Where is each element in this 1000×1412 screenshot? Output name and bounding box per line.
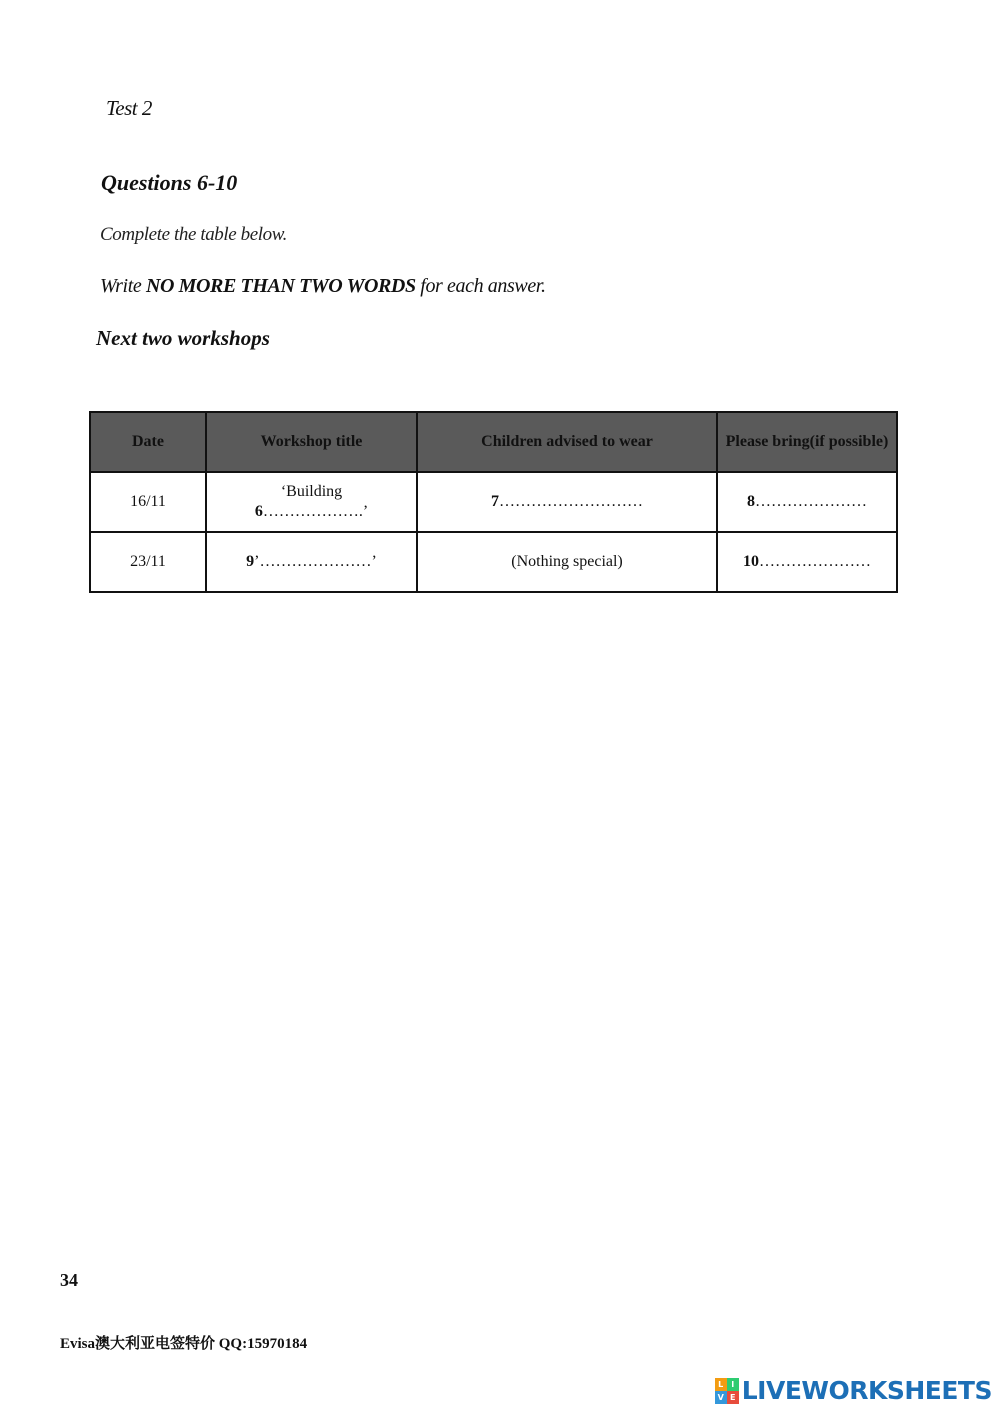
liveworksheets-brand xyxy=(715,1376,992,1405)
question-number: 8 xyxy=(747,493,755,510)
cell-children-wear: (Nothing special) xyxy=(417,532,717,592)
logo-letter: L xyxy=(715,1378,727,1391)
answer-blank-8[interactable] xyxy=(717,472,897,532)
title-text: ‘Building xyxy=(280,483,343,500)
running-head: Test 2 xyxy=(106,96,152,120)
logo-letter: E xyxy=(727,1391,739,1404)
answer-blank-10[interactable] xyxy=(717,532,897,592)
answer-blank-9[interactable] xyxy=(206,532,417,592)
logo-letter: V xyxy=(715,1391,727,1404)
logo-letter: I xyxy=(727,1378,739,1391)
cell-date: 23/11 xyxy=(90,532,206,592)
question-number: 9 xyxy=(246,553,255,570)
instruction-word-limit xyxy=(100,275,546,298)
section-title: Questions 6-10 xyxy=(101,170,238,195)
table-row xyxy=(90,532,897,592)
brand-name: LIVEWORKSHEETS xyxy=(741,1376,992,1405)
cell-workshop-title xyxy=(206,472,417,532)
header-date: Date xyxy=(90,412,206,472)
instruction-complete-table: Complete the table below. xyxy=(100,224,287,245)
blank-dots: ……………………… xyxy=(499,493,643,510)
answer-blank-6[interactable] xyxy=(213,502,410,522)
liveworksheets-logo-icon xyxy=(715,1378,739,1404)
question-number: 6 xyxy=(254,503,263,520)
page-number: 34 xyxy=(60,1270,78,1290)
workshops-table xyxy=(89,411,898,593)
table-title: Next two workshops xyxy=(96,326,270,350)
question-number: 10 xyxy=(743,553,759,570)
table-row xyxy=(90,472,897,532)
footer-note: Evisa澳大利亚电签特价 QQ:15970184 xyxy=(60,1336,308,1352)
instruction-suffix: for each answer. xyxy=(415,275,546,297)
header-children-wear: Children advised to wear xyxy=(417,412,717,472)
blank-dots: ………………… xyxy=(755,493,867,510)
blank-dots: ’…………………’ xyxy=(254,553,377,570)
blank-dots: ………………… xyxy=(759,553,871,570)
table-header-row xyxy=(90,412,897,472)
cell-date: 16/11 xyxy=(90,472,206,532)
answer-blank-7[interactable] xyxy=(417,472,717,532)
header-please-bring: Please bring(if possible) xyxy=(717,412,897,472)
header-workshop-title: Workshop title xyxy=(206,412,417,472)
blank-dots: ……………….’ xyxy=(262,503,369,520)
instruction-emphasis: NO MORE THAN TWO WORDS xyxy=(145,275,416,297)
instruction-prefix: Write xyxy=(100,275,146,297)
question-number: 7 xyxy=(491,493,499,510)
